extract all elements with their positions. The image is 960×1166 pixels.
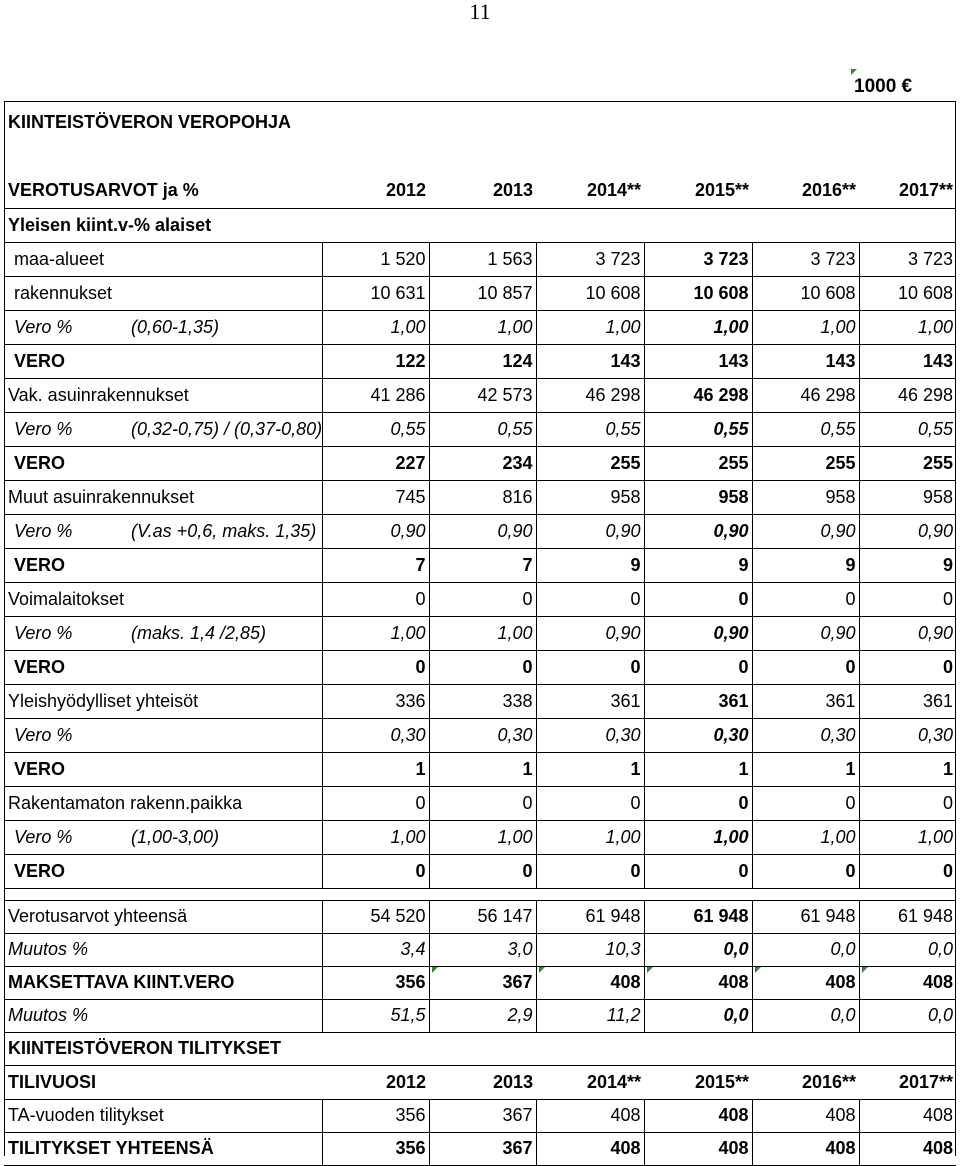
- cell-2013: 234: [429, 446, 536, 480]
- row-label: [4, 412, 322, 446]
- cell-2016**: 0: [752, 582, 859, 616]
- cell-2015**: 0,0: [644, 933, 752, 966]
- cell-2013: 1,00: [429, 820, 536, 854]
- cell-2012: 1: [322, 752, 429, 786]
- cell-2016**: 0: [752, 786, 859, 820]
- cell-2016**: 10 608: [752, 276, 859, 310]
- label-text: VERO: [14, 452, 66, 473]
- cell-2014**: 10 608: [536, 276, 644, 310]
- cell-2012: 0,55: [322, 412, 429, 446]
- cell-2013: 1,00: [429, 310, 536, 344]
- value-row: [4, 582, 956, 616]
- cell-2012: 0: [322, 854, 429, 888]
- cell-2016**: 1,00: [752, 310, 859, 344]
- cell-2015**: [644, 208, 752, 242]
- cell-2014**: 408: [536, 966, 644, 999]
- comment-marker: [539, 967, 545, 973]
- cell-2017**: 0,30: [859, 718, 956, 752]
- label-text: VERO: [14, 350, 66, 371]
- cell-2017**: 0: [859, 854, 956, 888]
- cell-2012: 51,5: [322, 999, 429, 1032]
- cell-2016**: 2016**: [752, 1065, 859, 1099]
- header-row: [4, 174, 956, 208]
- cell-2014**: 46 298: [536, 378, 644, 412]
- label-text: VERO: [14, 758, 66, 779]
- row-label: [4, 344, 322, 378]
- cell-2016**: 0,30: [752, 718, 859, 752]
- cell-2015**: 9: [644, 548, 752, 582]
- row-label: [4, 378, 322, 412]
- cell-2013: 56 147: [429, 900, 536, 933]
- cell-2012: 356: [322, 1132, 429, 1165]
- label-range: (V.as +0,6, maks. 1,35): [131, 520, 317, 541]
- cell-2017**: 1,00: [859, 310, 956, 344]
- row-label: [4, 548, 322, 582]
- cell-2017**: [859, 208, 956, 242]
- label-text: Yleishyödylliset yhteisöt: [8, 690, 199, 711]
- cell-2016**: 0: [752, 854, 859, 888]
- cell-2012: 0: [322, 582, 429, 616]
- row-label: [4, 1065, 322, 1099]
- cell-2013: 7: [429, 548, 536, 582]
- cell-2012: 2012: [322, 174, 429, 208]
- vero-pct-row: [4, 514, 956, 548]
- row-label: [4, 480, 322, 514]
- cell-2012: 3,4: [322, 933, 429, 966]
- cell-2012: 745: [322, 480, 429, 514]
- cell-2014**: 958: [536, 480, 644, 514]
- cell-2016**: 143: [752, 344, 859, 378]
- cell-2013: 2013: [429, 1065, 536, 1099]
- cell-2014**: 0: [536, 582, 644, 616]
- label-text: Vero %: [14, 520, 73, 541]
- cell-2014**: 0: [536, 854, 644, 888]
- cell-2017**: 0: [859, 582, 956, 616]
- cell-2012: 336: [322, 684, 429, 718]
- cell-2012: 1,00: [322, 616, 429, 650]
- row-label: [4, 900, 322, 933]
- label-text: MAKSETTAVA KIINT.VERO: [8, 972, 235, 992]
- cell-2017**: 143: [859, 344, 956, 378]
- label-range: (maks. 1,4 /2,85): [131, 622, 267, 643]
- cell-2016**: 0,90: [752, 616, 859, 650]
- cell-2014**: 0: [536, 786, 644, 820]
- row-label: [4, 718, 322, 752]
- cell-2015**: 361: [644, 684, 752, 718]
- cell-2014**: 1,00: [536, 820, 644, 854]
- top-spacer: [4, 0, 956, 102]
- cell-2013: 816: [429, 480, 536, 514]
- cell-2017**: [859, 1032, 956, 1065]
- row-label: [4, 582, 322, 616]
- cell-2014**: 408: [536, 1099, 644, 1132]
- cell-2017**: 408: [859, 966, 956, 999]
- value-row: [4, 480, 956, 514]
- label-text: VERO: [14, 860, 66, 881]
- label-text: TILIVUOSI: [8, 1071, 97, 1092]
- row-label: [4, 786, 322, 820]
- label-text: maa-alueet: [14, 248, 105, 269]
- cell-2014**: 0: [536, 650, 644, 684]
- cell-2016**: 408: [752, 966, 859, 999]
- unit-label: 1000 €: [854, 76, 913, 97]
- cell-2017**: 255: [859, 446, 956, 480]
- cell-2013: 0: [429, 650, 536, 684]
- comment-marker: [432, 967, 438, 973]
- value-row: [4, 276, 956, 310]
- label-text: TA-vuoden tilitykset: [8, 1105, 164, 1125]
- label-text: Rakentamaton rakenn.paikka: [8, 792, 243, 813]
- cell-2013: 0: [429, 854, 536, 888]
- cell-2014**: 0,90: [536, 514, 644, 548]
- label-text: Vak. asuinrakennukset: [8, 384, 189, 405]
- label-text: Muutos %: [8, 939, 89, 959]
- row-label: [4, 1132, 322, 1165]
- row-label: [4, 650, 322, 684]
- comment-marker: [755, 967, 761, 973]
- cell-2013: 338: [429, 684, 536, 718]
- cell-2013: 1 563: [429, 242, 536, 276]
- row-label: [4, 514, 322, 548]
- cell-2013: 3,0: [429, 933, 536, 966]
- row-label: [4, 820, 322, 854]
- cell-2014**: 1,00: [536, 310, 644, 344]
- cell-2017**: 10 608: [859, 276, 956, 310]
- value-row: [4, 684, 956, 718]
- cell-2016**: 0,90: [752, 514, 859, 548]
- title-row: [4, 102, 956, 142]
- label-text: Yleisen kiint.v-% alaiset: [8, 214, 212, 235]
- comment-marker: [862, 967, 868, 973]
- vero-pct-row: [4, 718, 956, 752]
- cell-2014**: [536, 208, 644, 242]
- cell-2016**: 1: [752, 752, 859, 786]
- cell-2014**: 0,30: [536, 718, 644, 752]
- cell-2016**: 61 948: [752, 900, 859, 933]
- label-text: VERO: [14, 656, 66, 677]
- label-text: TILITYKSET YHTEENSÄ: [8, 1138, 214, 1158]
- cell-2012: 1 520: [322, 242, 429, 276]
- row-label: [4, 684, 322, 718]
- cell-2013: 2013: [429, 174, 536, 208]
- cell-2014**: 361: [536, 684, 644, 718]
- cell-2017**: 408: [859, 1099, 956, 1132]
- cell-2014**: 2014**: [536, 1065, 644, 1099]
- cell-2015**: 408: [644, 966, 752, 999]
- cell-2016**: 408: [752, 1132, 859, 1165]
- tilitys-row: [4, 1099, 956, 1132]
- row-label: [4, 616, 322, 650]
- cell-2015**: 61 948: [644, 900, 752, 933]
- row-label: [4, 242, 322, 276]
- cell-2014**: 408: [536, 1132, 644, 1165]
- cell-2017**: 0,0: [859, 999, 956, 1032]
- cell-2017**: 361: [859, 684, 956, 718]
- cell-2012: 122: [322, 344, 429, 378]
- cell-2015**: 10 608: [644, 276, 752, 310]
- label-text: Voimalaitokset: [8, 588, 125, 609]
- cell-2016**: 1,00: [752, 820, 859, 854]
- cell-2015**: [644, 1032, 752, 1065]
- cell-2015**: 46 298: [644, 378, 752, 412]
- cell-2016**: [752, 1032, 859, 1065]
- comment-marker: [647, 967, 653, 973]
- cell-2013: 0: [429, 786, 536, 820]
- cell-2015**: 2015**: [644, 1065, 752, 1099]
- summary-row: [4, 933, 956, 966]
- cell-2012: 356: [322, 966, 429, 999]
- row-label: [4, 854, 322, 888]
- cell-2014**: 0,90: [536, 616, 644, 650]
- header-row-2: [4, 1065, 956, 1099]
- cell-2012: 0: [322, 650, 429, 684]
- cell-2016**: 408: [752, 1099, 859, 1132]
- cell-2015**: 408: [644, 1099, 752, 1132]
- vero-pct-row: [4, 412, 956, 446]
- label-text: Muutos %: [8, 1005, 89, 1025]
- label-text: KIINTEISTÖVERON TILITYKSET: [8, 1038, 282, 1058]
- veropohja-table: [4, 0, 956, 1166]
- row-label: [4, 1099, 322, 1132]
- cell-2012: [322, 1032, 429, 1065]
- cell-2014**: 3 723: [536, 242, 644, 276]
- cell-2017**: 2017**: [859, 1065, 956, 1099]
- label-text: VEROTUSARVOT ja %: [8, 180, 199, 201]
- cell-2012: 1,00: [322, 820, 429, 854]
- cell-2017**: 958: [859, 480, 956, 514]
- cell-2013: 367: [429, 966, 536, 999]
- row-label: [4, 310, 322, 344]
- cell-2013: 367: [429, 1132, 536, 1165]
- label-text: Muut asuinrakennukset: [8, 486, 195, 507]
- cell-2015**: 1,00: [644, 820, 752, 854]
- cell-2015**: 958: [644, 480, 752, 514]
- cell-2016**: 0,0: [752, 933, 859, 966]
- cell-2015**: 0: [644, 786, 752, 820]
- label-range: (0,32-0,75) / (0,37-0,80): [131, 418, 322, 439]
- row-label: [4, 446, 322, 480]
- cell-2013: [429, 208, 536, 242]
- vero-row: [4, 446, 956, 480]
- cell-2012: 41 286: [322, 378, 429, 412]
- cell-2017**: 61 948: [859, 900, 956, 933]
- cell-2014**: 0,55: [536, 412, 644, 446]
- row-label: [4, 174, 322, 208]
- vero-row: [4, 854, 956, 888]
- cell-2013: 10 857: [429, 276, 536, 310]
- cell-2017**: 0,90: [859, 514, 956, 548]
- cell-2016**: 0: [752, 650, 859, 684]
- cell-2012: [322, 208, 429, 242]
- cell-2014**: [536, 1032, 644, 1065]
- row-label: [4, 933, 322, 966]
- cell-2013: 0,55: [429, 412, 536, 446]
- label-text: Vero %: [14, 418, 73, 439]
- cell-2012: 7: [322, 548, 429, 582]
- cell-2013: 124: [429, 344, 536, 378]
- cell-2015**: 1,00: [644, 310, 752, 344]
- cell-2017**: 46 298: [859, 378, 956, 412]
- row-label: [4, 752, 322, 786]
- cell-2013: 42 573: [429, 378, 536, 412]
- cell-2015**: 0: [644, 582, 752, 616]
- cell-2015**: 255: [644, 446, 752, 480]
- section-row: [4, 1032, 956, 1065]
- cell-2012: 54 520: [322, 900, 429, 933]
- cell-2017**: 1: [859, 752, 956, 786]
- cell-2014**: 9: [536, 548, 644, 582]
- vero-pct-row: [4, 616, 956, 650]
- cell-2015**: 0: [644, 854, 752, 888]
- vero-row: [4, 650, 956, 684]
- page-number: 11: [469, 0, 491, 24]
- cell-2017**: 0,90: [859, 616, 956, 650]
- cell-2012: 356: [322, 1099, 429, 1132]
- vero-row: [4, 344, 956, 378]
- cell-2013: 0,30: [429, 718, 536, 752]
- cell-2016**: 0,0: [752, 999, 859, 1032]
- cell-2014**: 61 948: [536, 900, 644, 933]
- label-text: rakennukset: [14, 282, 113, 303]
- cell-2016**: 3 723: [752, 242, 859, 276]
- label-text: VERO: [14, 554, 66, 575]
- cell-2012: 1,00: [322, 310, 429, 344]
- cell-2014**: 10,3: [536, 933, 644, 966]
- cell-2017**: 0,55: [859, 412, 956, 446]
- cell-2015**: 0: [644, 650, 752, 684]
- gap-row: [4, 888, 956, 900]
- cell-2016**: 255: [752, 446, 859, 480]
- cell-2014**: 11,2: [536, 999, 644, 1032]
- row-label: [4, 276, 322, 310]
- label-range: (1,00-3,00): [131, 826, 220, 847]
- vero-row: [4, 548, 956, 582]
- vero-pct-row: [4, 820, 956, 854]
- cell-2016**: 9: [752, 548, 859, 582]
- cell-2013: [429, 1032, 536, 1065]
- cell-2013: 0,90: [429, 514, 536, 548]
- label-range: (0,60-1,35): [131, 316, 220, 337]
- cell-2015**: 0,0: [644, 999, 752, 1032]
- cell-2015**: 1: [644, 752, 752, 786]
- cell-2017**: 9: [859, 548, 956, 582]
- cell-2014**: 2014**: [536, 174, 644, 208]
- value-row: [4, 786, 956, 820]
- cell-2013: 1,00: [429, 616, 536, 650]
- label-text: Verotusarvot yhteensä: [8, 906, 188, 926]
- value-row: [4, 242, 956, 276]
- cell-2015**: 0,55: [644, 412, 752, 446]
- cell-2017**: 408: [859, 1132, 956, 1165]
- cell-2015**: 3 723: [644, 242, 752, 276]
- cell-2012: 0,90: [322, 514, 429, 548]
- cell-2017**: 3 723: [859, 242, 956, 276]
- row-label: [4, 966, 322, 999]
- vero-pct-row: [4, 310, 956, 344]
- tilitys-row: [4, 1132, 956, 1165]
- cell-2015**: 408: [644, 1132, 752, 1165]
- cell-2017**: 1,00: [859, 820, 956, 854]
- vero-row: [4, 752, 956, 786]
- cell-2012: 2012: [322, 1065, 429, 1099]
- cell-2017**: 2017**: [859, 174, 956, 208]
- cell-2016**: 46 298: [752, 378, 859, 412]
- label-text: Vero %: [14, 316, 73, 337]
- cell-2015**: 0,90: [644, 514, 752, 548]
- cell-2012: 0: [322, 786, 429, 820]
- cell-2012: 227: [322, 446, 429, 480]
- row-label: [4, 208, 322, 242]
- cell-2015**: 0,90: [644, 616, 752, 650]
- cell-2014**: 143: [536, 344, 644, 378]
- label-text: Vero %: [14, 826, 73, 847]
- cell-2013: 1: [429, 752, 536, 786]
- cell-2016**: 2016**: [752, 174, 859, 208]
- cell-2014**: 255: [536, 446, 644, 480]
- cell-2017**: 0,0: [859, 933, 956, 966]
- cell-2013: 0: [429, 582, 536, 616]
- cell-2013: 367: [429, 1099, 536, 1132]
- table-title: KIINTEISTÖVERON VEROPOHJA: [8, 111, 292, 132]
- section-row: [4, 208, 956, 242]
- summary-row: [4, 900, 956, 933]
- row-label: [4, 999, 322, 1032]
- value-row: [4, 378, 956, 412]
- cell-2012: 10 631: [322, 276, 429, 310]
- label-text: Vero %: [14, 622, 73, 643]
- summary-row: [4, 966, 956, 999]
- cell-2016**: 958: [752, 480, 859, 514]
- summary-row: [4, 999, 956, 1032]
- cell-2017**: 0: [859, 650, 956, 684]
- cell-2015**: 143: [644, 344, 752, 378]
- cell-2015**: 0,30: [644, 718, 752, 752]
- cell-2016**: 0,55: [752, 412, 859, 446]
- cell-2014**: 1: [536, 752, 644, 786]
- cell-2016**: 361: [752, 684, 859, 718]
- label-text: Vero %: [14, 724, 73, 745]
- cell-2012: 0,30: [322, 718, 429, 752]
- spacer-row: [4, 142, 956, 174]
- cell-2015**: 2015**: [644, 174, 752, 208]
- cell-2013: 2,9: [429, 999, 536, 1032]
- cell-2016**: [752, 208, 859, 242]
- cell-2017**: 0: [859, 786, 956, 820]
- row-label: [4, 1032, 322, 1065]
